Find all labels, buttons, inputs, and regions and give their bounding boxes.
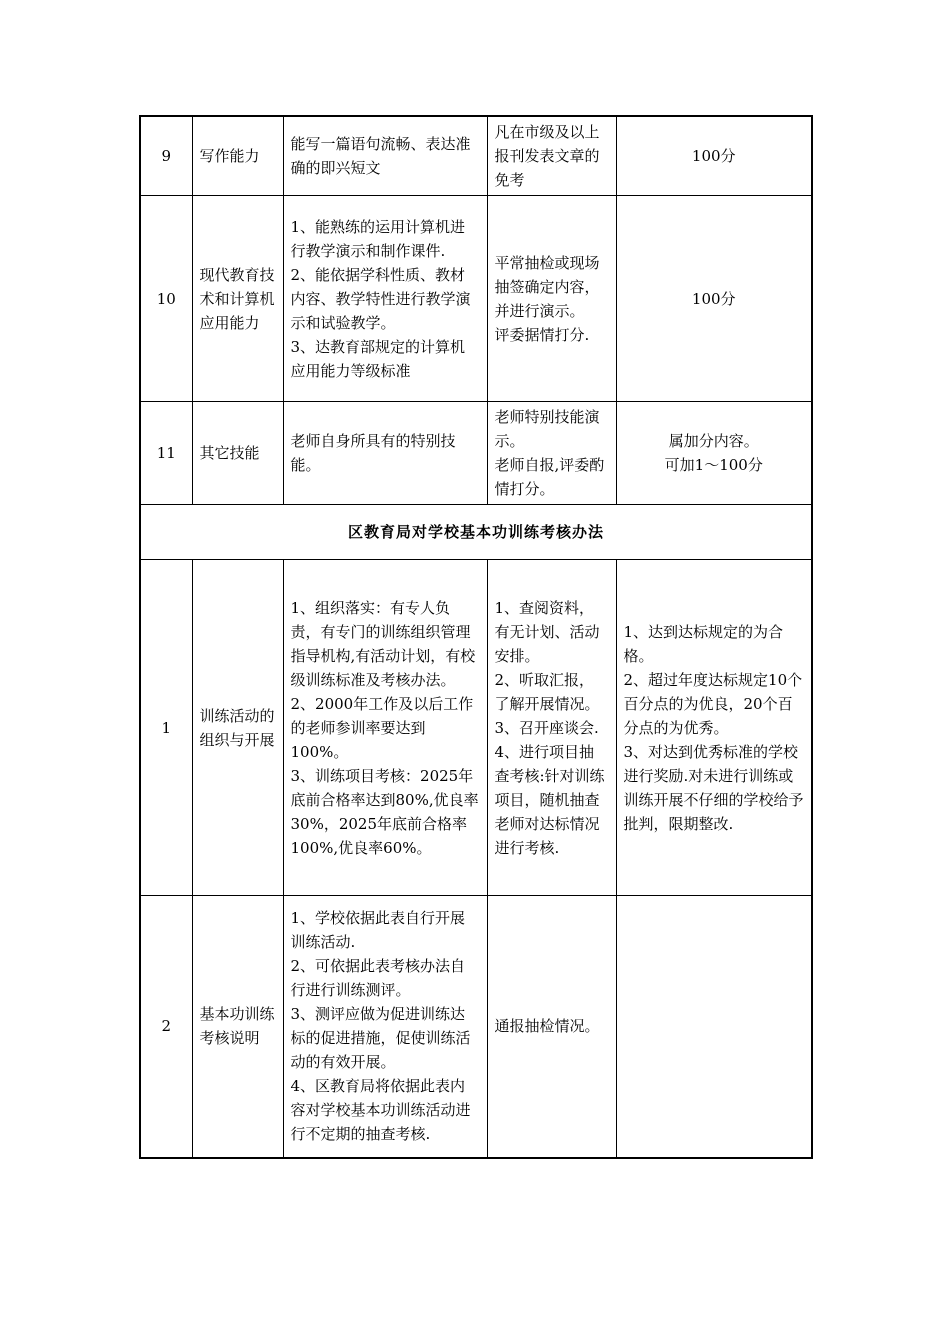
- item-name: 现代教育技术和计算机应用能力: [192, 196, 283, 402]
- score-cell: 属加分内容。 可加1～100分: [616, 402, 812, 505]
- table-row: [140, 560, 812, 896]
- requirement-cell: 老师自身所具有的特别技能。: [283, 402, 487, 505]
- method-cell: 平常抽检或现场抽签确定内容，并进行演示。 评委据情打分.: [487, 196, 616, 402]
- assessment-table: [139, 115, 813, 1159]
- table-row: [140, 402, 812, 505]
- table-row: [140, 196, 812, 402]
- requirement-cell: 能写一篇语句流畅、表达准确的即兴短文: [283, 116, 487, 196]
- requirement-cell: 1、学校依据此表自行开展训练活动. 2、可依据此表考核办法自行进行训练测评。 3、测评应做为促进训练达标的促进措施，促使训练活动的有效开展。 4、区教育局将依据此表内容对学校基本功训练活动进行不定期的抽查考核.: [283, 896, 487, 1158]
- method-cell: 通报抽检情况。: [487, 896, 616, 1158]
- item-name: 基本功训练考核说明: [192, 896, 283, 1158]
- section-title: 区教育局对学校基本功训练考核办法: [140, 505, 812, 560]
- row-number: 10: [140, 196, 192, 402]
- row-number: 2: [140, 896, 192, 1158]
- method-cell: 老师特别技能演示。 老师自报,评委酌情打分。: [487, 402, 616, 505]
- section-header-row: [140, 505, 812, 560]
- table-row: [140, 896, 812, 1158]
- requirement-cell: 1、组织落实：有专人负责，有专门的训练组织管理指导机构,有活动计划，有校级训练标准及考核办法。 2、2000年工作及以后工作的老师参训率要达到100%。 3、训练项目考核：2025年底前合格率达到80%,优良率30%，2025年底前合格率100%,优良率60%。: [283, 560, 487, 896]
- method-cell: 凡在市级及以上报刊发表文章的免考: [487, 116, 616, 196]
- score-cell: 1、达到达标规定的为合格。 2、超过年度达标规定10个百分点的为优良，20个百分点的为优秀。 3、对达到优秀标准的学校进行奖励.对未进行训练或训练开展不仔细的学校给予批判，限期整改.: [616, 560, 812, 896]
- item-name: 其它技能: [192, 402, 283, 505]
- table-row: [140, 116, 812, 196]
- row-number: 9: [140, 116, 192, 196]
- row-number: 11: [140, 402, 192, 505]
- item-name: 写作能力: [192, 116, 283, 196]
- score-cell: 100分: [616, 116, 812, 196]
- score-cell: [616, 896, 812, 1158]
- row-number: 1: [140, 560, 192, 896]
- requirement-cell: 1、能熟练的运用计算机进行教学演示和制作课件. 2、能依据学科性质、教材内容、教学特性进行教学演示和试验教学。 3、达教育部规定的计算机应用能力等级标准: [283, 196, 487, 402]
- method-cell: 1、查阅资料，有无计划、活动安排。 2、听取汇报，了解开展情况。 3、召开座谈会. 4、进行项目抽查考核:针对训练项目，随机抽查老师对达标情况进行考核.: [487, 560, 616, 896]
- item-name: 训练活动的组织与开展: [192, 560, 283, 896]
- score-cell: 100分: [616, 196, 812, 402]
